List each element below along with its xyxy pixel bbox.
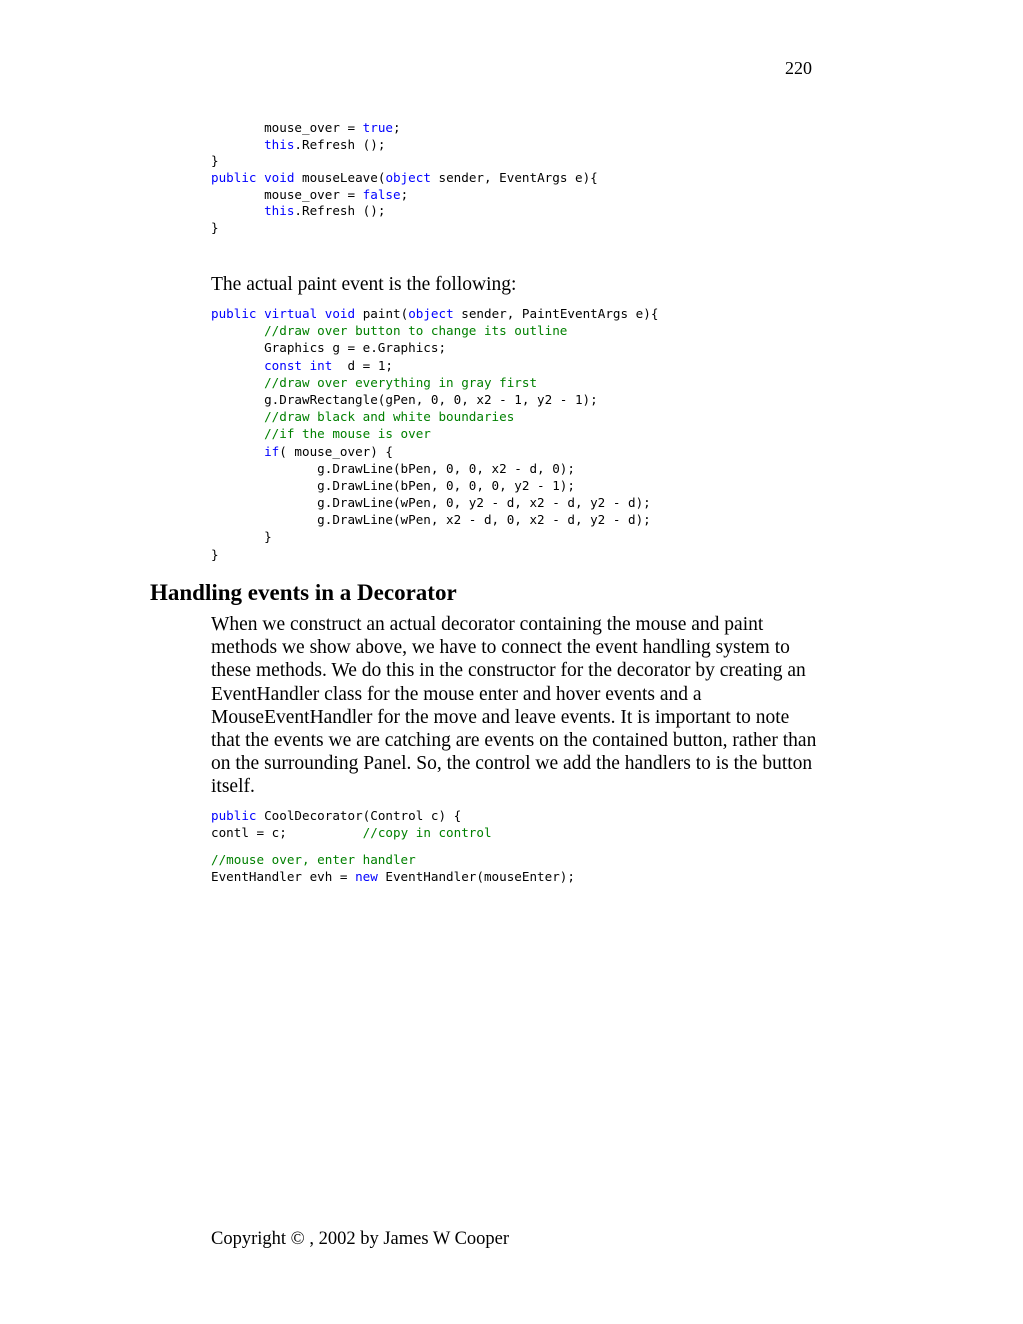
code-line — [211, 511, 658, 528]
code-block-constructor — [211, 808, 492, 841]
code-line — [211, 408, 658, 425]
code-text: sender, EventArgs e){ — [430, 170, 598, 186]
code-line — [211, 528, 658, 545]
code-text: ; — [400, 186, 409, 202]
code-line — [211, 305, 658, 322]
code-keyword: new — [355, 868, 378, 884]
code-text: mouse_over = — [211, 186, 363, 202]
code-keyword: const — [264, 357, 302, 373]
code-line — [211, 391, 658, 408]
code-text: d = 1; — [332, 357, 394, 373]
code-text: CoolDecorator(Control c) { — [256, 808, 462, 823]
code-comment: //draw over everything in gray first — [264, 374, 538, 390]
code-line — [211, 357, 658, 374]
body-paragraph: When we construct an actual decorator containing the mouse and paint methods we show above, we have to connect the event handling system to these methods. We do this in the constructor for the decorator by creating an EventHandler class for the mouse enter and hover events and a MouseEventHandler for the move and leave events. It is important to note that the events we are catching are events on the contained button, rather than on the surrounding Panel. So, the control we add the handlers to is the button itself. — [211, 614, 817, 798]
code-line — [211, 425, 658, 442]
copyright-footer: Copyright © , 2002 by James W Cooper — [211, 1229, 510, 1249]
code-keyword: this — [264, 203, 295, 219]
page-number: 220 — [785, 58, 812, 78]
code-keyword: int — [309, 357, 333, 373]
code-text — [211, 323, 264, 338]
code-text — [257, 170, 265, 185]
code-keyword: public — [211, 170, 257, 186]
code-line — [211, 477, 658, 494]
section-heading: Handling events in a Decorator — [150, 580, 457, 605]
code-line — [211, 187, 598, 204]
intro-text: The actual paint event is the following: — [211, 274, 517, 295]
code-text — [317, 306, 325, 321]
code-comment: //if the mouse is over — [264, 426, 431, 442]
code-text: .Refresh (); — [294, 203, 386, 219]
code-line — [211, 153, 598, 170]
code-text: contl = c; — [211, 824, 363, 840]
code-text: g.DrawLine(bPen, 0, 0, 0, y2 - 1); — [211, 477, 575, 493]
code-text: EventHandler(mouseEnter); — [377, 868, 575, 884]
code-text — [211, 409, 264, 424]
code-text — [211, 375, 264, 390]
code-text: } — [211, 220, 219, 236]
code-keyword: false — [362, 186, 401, 202]
code-text: } — [211, 546, 219, 562]
code-block-mouse-handlers — [211, 120, 598, 237]
code-line — [211, 808, 492, 825]
code-text: ( mouse_over) { — [279, 443, 393, 459]
code-text: } — [211, 153, 219, 169]
code-line — [211, 494, 658, 511]
code-keyword: void — [264, 170, 295, 186]
code-line — [211, 339, 658, 356]
code-comment: //mouse over, enter handler — [211, 852, 416, 867]
code-keyword: public — [211, 306, 257, 321]
code-text: g.DrawLine(bPen, 0, 0, x2 - d, 0); — [211, 460, 575, 476]
code-text: g.DrawLine(wPen, x2 - d, 0, x2 - d, y2 - d); — [211, 512, 651, 528]
code-text — [211, 358, 264, 373]
code-comment: //draw over button to change its outline — [264, 323, 568, 339]
code-text: g.DrawRectangle(gPen, 0, 0, x2 - 1, y2 - 1); — [211, 391, 598, 407]
code-block-paint-event — [211, 305, 658, 563]
code-keyword: virtual — [264, 306, 318, 321]
code-line — [211, 220, 598, 237]
code-text: .Refresh (); — [294, 136, 386, 152]
code-text: } — [211, 529, 272, 545]
code-text: EventHandler evh = — [211, 868, 356, 884]
code-line — [211, 203, 598, 220]
code-text — [211, 203, 264, 218]
code-text — [211, 137, 264, 152]
code-text — [211, 426, 264, 441]
code-text: mouse_over = — [211, 120, 363, 135]
code-keyword: object — [408, 306, 454, 321]
code-line — [211, 322, 658, 339]
code-keyword: true — [362, 120, 393, 135]
code-line — [211, 137, 598, 154]
code-line — [211, 825, 492, 842]
code-keyword: void — [324, 306, 356, 321]
code-text: paint( — [355, 306, 409, 321]
code-keyword: if — [264, 443, 280, 459]
code-line — [211, 374, 658, 391]
code-comment: //draw black and white boundaries — [264, 409, 515, 425]
code-block-event-handler — [211, 852, 575, 885]
code-line — [211, 869, 575, 886]
code-text: Graphics g = e.Graphics; — [211, 340, 447, 356]
code-line — [211, 170, 598, 187]
code-text — [211, 444, 264, 459]
code-line — [211, 852, 575, 869]
code-text: sender, PaintEventArgs e){ — [453, 306, 659, 321]
code-text: mouseLeave( — [294, 170, 386, 186]
code-text: ; — [393, 120, 401, 135]
code-line — [211, 546, 658, 563]
code-line — [211, 120, 598, 137]
code-text — [257, 306, 265, 321]
code-keyword: this — [264, 136, 295, 152]
code-line — [211, 460, 658, 477]
code-line — [211, 443, 658, 460]
code-keyword: object — [385, 170, 431, 186]
code-keyword: public — [211, 808, 257, 823]
code-text — [302, 358, 310, 373]
code-text: g.DrawLine(wPen, 0, y2 - d, x2 - d, y2 - d); — [211, 495, 651, 511]
code-comment: //copy in control — [362, 824, 492, 840]
